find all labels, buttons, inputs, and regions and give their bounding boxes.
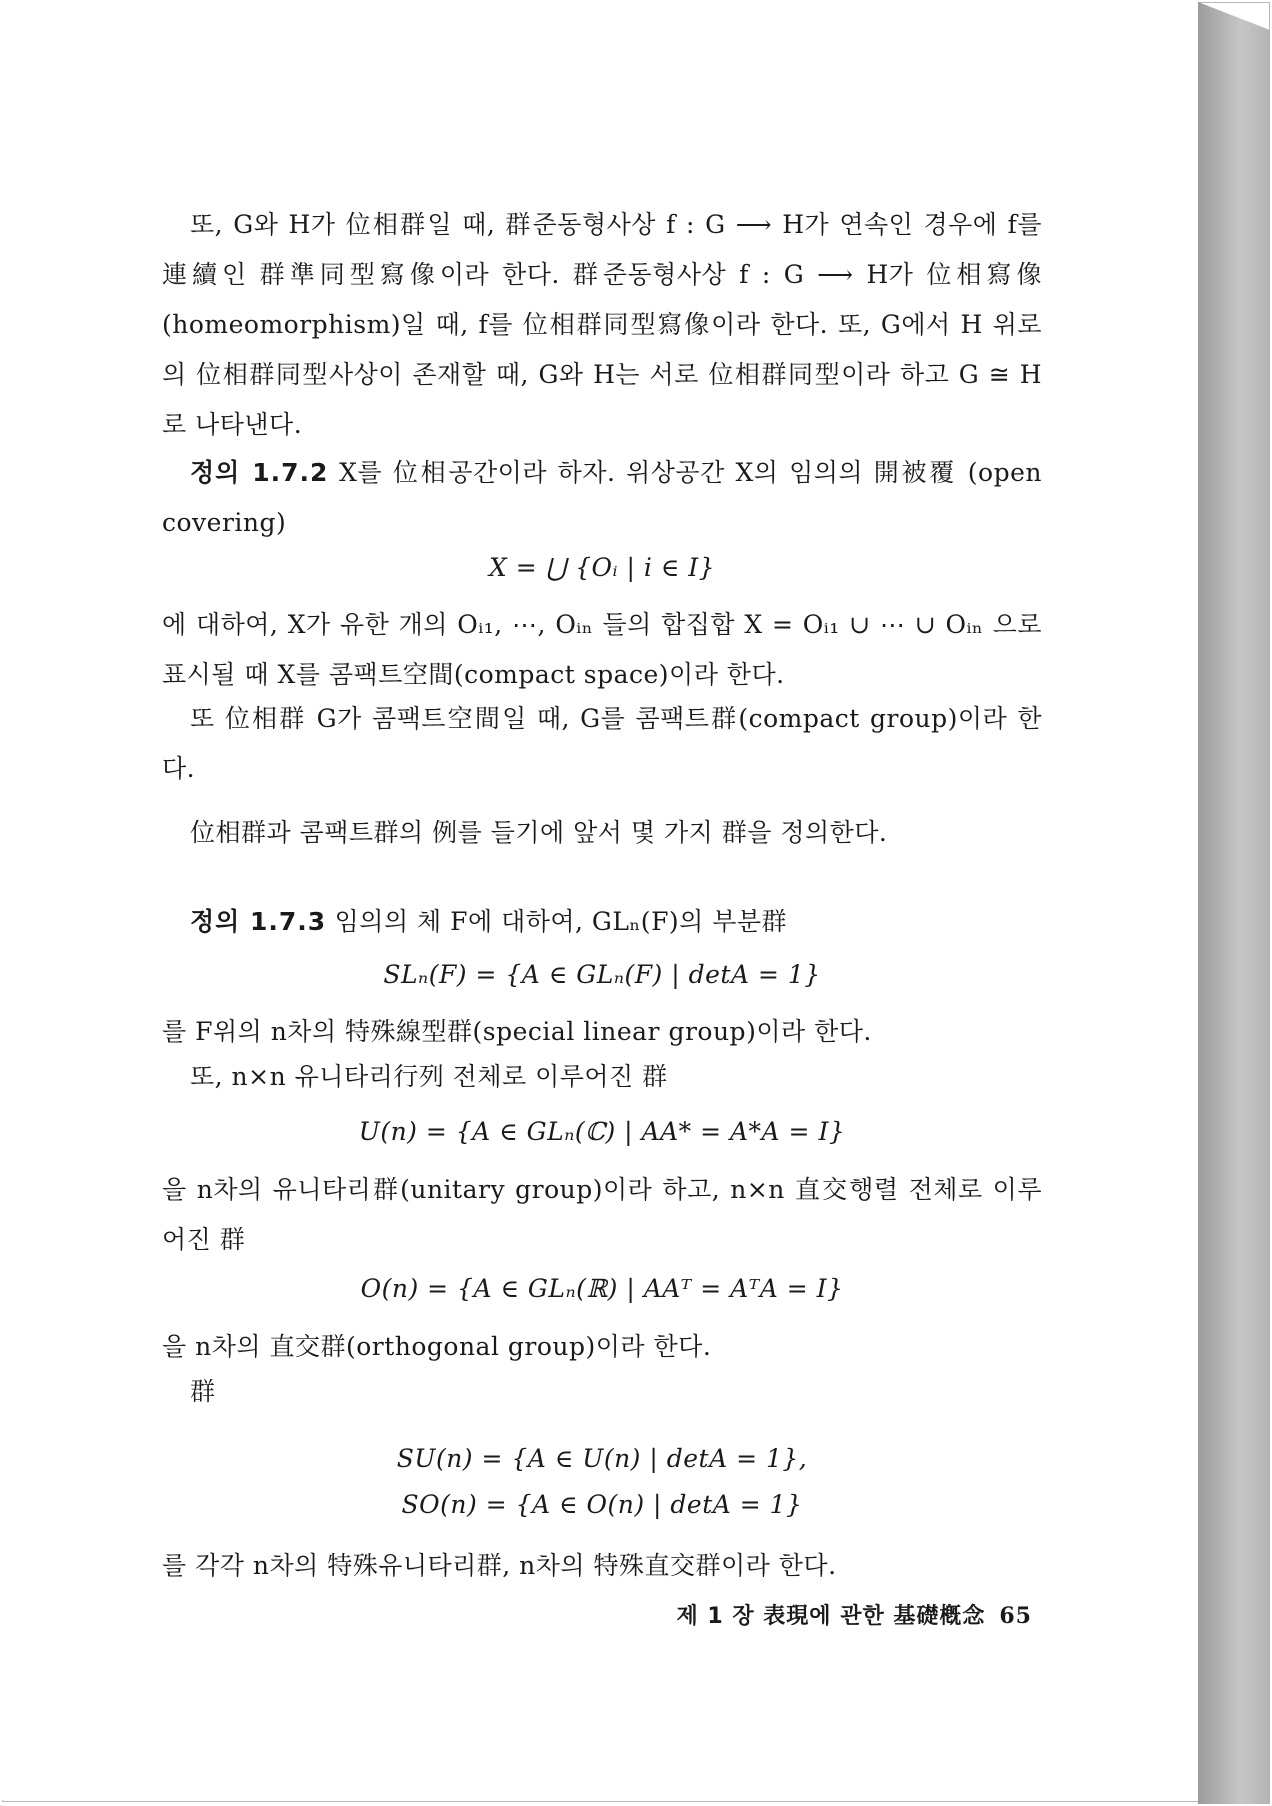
definition-label: 정의 1.7.3 <box>190 907 327 936</box>
paragraph-text: 群 <box>190 1377 216 1406</box>
equation-special-unitary-group: SU(n) = {A ∈ U(n) | detA = 1}, <box>396 1444 808 1473</box>
paragraph-unitary-group <box>162 1165 1042 1265</box>
definition-1-7-3 <box>162 897 1042 947</box>
paragraph-text: 에 대하여, X가 유한 개의 Oᵢ₁, ⋯, Oᵢₙ 들의 합집합 X = Oᵢ₁ ∪ ⋯ ∪ Oᵢₙ 으로 표시될 때 X를 콤팩트空間(compact space)이라 한다. <box>162 610 1042 689</box>
paragraph-text: 또 位相群 G가 콤팩트空間일 때, G를 콤팩트群(compact group)이라 한다. <box>162 704 1042 783</box>
paragraph-text: 또, G와 H가 位相群일 때, 群준동형사상 f : G ⟶ H가 연속인 경우에 f를 連續인 群準同型寫像이라 한다. 群준동형사상 f : G ⟶ H가 位相寫像(homeomorphism)일 때, f를 位相群同型寫像이라 한다. 또, G에서 H 위로의 位相群同型사상이 존재할 때, G와 H는 서로 位相群同型이라 하고 G ≅ H로 나타낸다. <box>162 210 1042 439</box>
equation-orthogonal-group: O(n) = {A ∈ GLₙ(ℝ) | AAᵀ = AᵀA = I} <box>360 1274 844 1303</box>
paragraph-text: 을 n차의 直交群(orthogonal group)이라 한다. <box>162 1332 712 1361</box>
page-number: 65 <box>999 1603 1032 1629</box>
paragraph-groups-label <box>162 1367 1042 1417</box>
paragraph-examples-intro <box>162 808 1042 858</box>
paragraph-text: 또, n×n 유니타리行列 전체로 이루어진 群 <box>190 1062 668 1091</box>
paragraph-text: 位相群과 콤팩트群의 例를 들기에 앞서 몇 가지 群을 정의한다. <box>190 818 888 847</box>
equation-special-orthogonal-group: SO(n) = {A ∈ O(n) | detA = 1} <box>401 1490 803 1519</box>
equation-special-groups <box>162 1436 1042 1528</box>
definition-text: X를 位相공간이라 하자. 위상공간 X의 임의의 開被覆 (open covering) <box>162 458 1042 537</box>
paragraph-orthogonal-group <box>162 1322 1042 1372</box>
equation-unitary-group: U(n) = {A ∈ GLₙ(ℂ) | AA* = A*A = I} <box>358 1117 846 1146</box>
book-page <box>2 2 1199 1800</box>
definition-label: 정의 1.7.2 <box>190 458 329 487</box>
page-footer <box>632 1599 1032 1630</box>
equation-open-cover: X = ⋃ {Oᵢ | i ∈ I} <box>488 553 716 582</box>
equation-special-linear-group: SLₙ(F) = {A ∈ GLₙ(F) | detA = 1} <box>383 960 821 989</box>
paragraph-text: 를 각각 n차의 特殊유니타리群, n차의 特殊直交群이라 한다. <box>162 1551 837 1580</box>
paragraph-unitary-matrices <box>162 1052 1042 1102</box>
paragraph-special-groups <box>162 1541 1042 1591</box>
paragraph-compact-group <box>162 694 1042 794</box>
definition-1-7-2 <box>162 448 1042 548</box>
paragraph-compact-space <box>162 600 1042 700</box>
paragraph-text: 를 F위의 n차의 特殊線型群(special linear group)이라 한다. <box>162 1017 872 1046</box>
paragraph-special-linear-group <box>162 1007 1042 1057</box>
book-spine <box>1198 2 1270 1804</box>
paragraph-topological-group-homomorphism <box>162 200 1042 450</box>
running-footer-chapter: 제 1 장 表現에 관한 基礎槪念 <box>676 1604 986 1629</box>
paragraph-text: 을 n차의 유니타리群(unitary group)이라 하고, n×n 直交행렬 전체로 이루어진 群 <box>162 1175 1042 1254</box>
definition-text: 임의의 체 F에 대하여, GLₙ(F)의 부분群 <box>334 907 788 936</box>
